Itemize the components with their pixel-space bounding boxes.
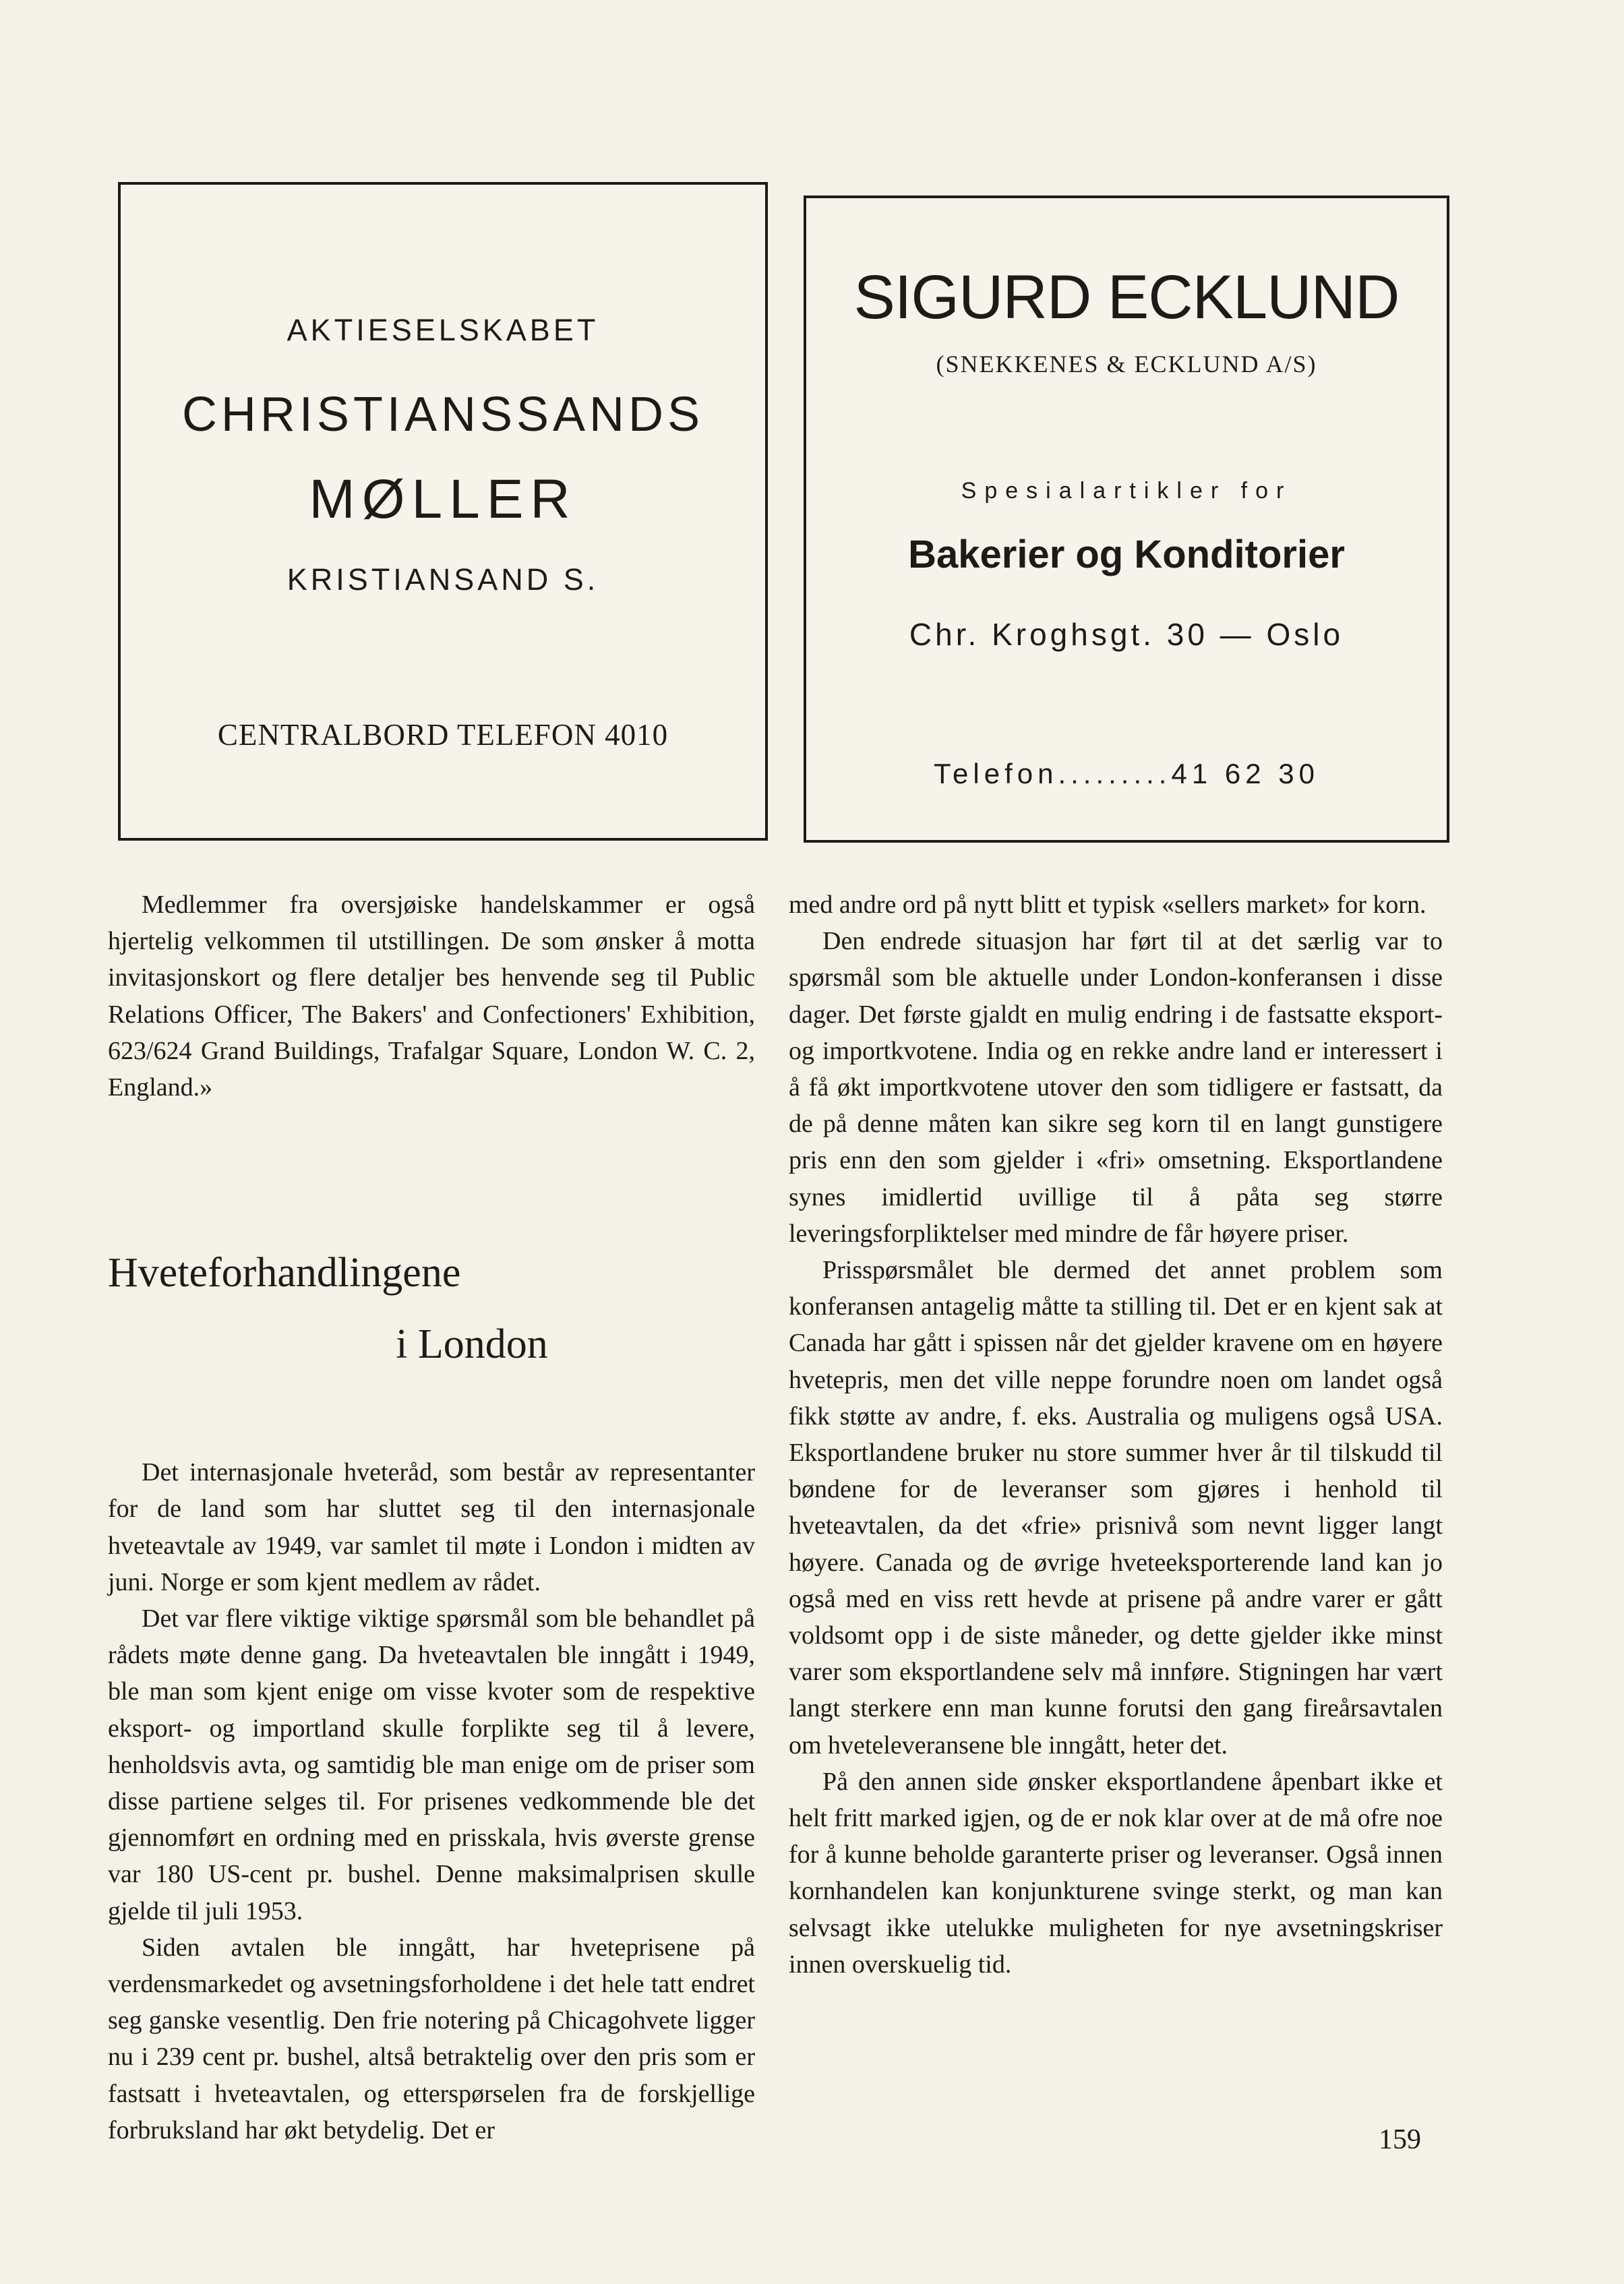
heading-line-2: i London	[396, 1321, 548, 1368]
ad-company-name-2: MØLLER	[309, 469, 577, 530]
page-number: 159	[1379, 2124, 1421, 2155]
paragraph: Prisspørsmålet ble dermed det annet problem som konferansen antagelig måtte ta stilling til. Det er en kjent sak at Canada har gått i spissen når det gjelder kravene om en høyere hvetepris, men det ville neppe forundre noen om landet også fikk støtte av andre, f. eks. Australia og muligens også USA. Eksportlandene bruker nu store summer hver år til tilskudd til bøndene for de leveranser som gjøres i henhold til hveteavtalen, da det «frie» prisnivå som nevnt ligger langt høyere. Canada og de øvrige hveteeksporterende land kan jo også med en viss rett hevde at prisene på andre varer er gått voldsomt opp i de siste måneder, og dette gjelder ikke minst varer som eksportlandene selv må innføre. Stigningen har vært langt sterkere enn man kunne forutsi den gang fireårsavtalen om hveteleveransene ble inngått, heter det.	[789, 1256, 1443, 1760]
ad-company-name: CHRISTIANSSANDS	[181, 388, 704, 442]
paragraph: Det var flere viktige viktige spørsmål som ble behandlet på rådets møte denne gang. Da hveteavtalen ble inngått i 1949, ble man som kjent enige om visse kvoter som de respektive eksport- og importland skulle forplikte seg til å levere, henholdsvis avta, og samtidig ble man enige om de priser som disse partiene selges til. For prisenes vedkommende ble det gjennomført en ordning med en prisskala, hvis øverste grense var 180 US-cent pr. bushel. Denne maksimalprisen skulle gjelde til juli 1953.	[108, 1604, 755, 1925]
ad-company-name: SIGURD ECKLUND	[853, 263, 1400, 332]
paragraph: Det internasjonale hveteråd, som består av representanter for de land som har sluttet seg til den internasjonale hveteavtale av 1949, var samlet til møte i London i midten av juni. Norge er som kjent medlem av rådet.	[108, 1458, 755, 1596]
paragraph: På den annen side ønsker eksportlandene åpenbart ikke et helt fritt marked igjen, og de er nok klar over at de må ofre noe for å kunne beholde garanterte priser og leveranser. Også innen kornhandelen kan konjunkturene svinge sterkt, og man kan selvsagt ikke utelukke muligheten for nye avsetningskriser innen overskuelig tid.	[789, 1767, 1443, 1979]
paragraph: Den endrede situasjon har ført til at det særlig var to spørsmål som ble aktuelle under London-konferansen i disse dager. Det første gjaldt en mulig endring i de fastsatte eksport- og importkvotene. India og en rekke andre land er interessert i å få økt importkvotene utover den som tidligere er fastsatt, da de på denne måten kan sikre seg korn til en langt gunstigere pris enn den som gjelder i «fri» omsetning. Eksportlandene synes imidlertid uvillige til å påta seg større leveringsforpliktelser med mindre de får høyere priser.	[789, 927, 1443, 1248]
paragraph: Medlemmer fra oversjøiske handelskammer er også hjertelig velkommen til utstillingen. De som ønsker å motta invitasjonskort og flere detaljer bes henvende seg til Public Relations Officer, The Bakers' and Confectioners' Exhibition, 623/624 Grand Buildings, Trafalgar Square, London W. C. 2, England.»	[108, 891, 755, 1102]
ad-company-type: AKTIESELSKABET	[287, 313, 599, 347]
article-column-right	[789, 886, 1443, 1983]
ad-address: Chr. Kroghsgt. 30 — Oslo	[909, 617, 1344, 652]
article-heading	[108, 1237, 755, 1380]
ad-telephone: CENTRALBORD TELEFON 4010	[217, 718, 669, 752]
ad-tagline: Spesialartikler for	[961, 478, 1292, 504]
ad-specialty: Bakerier og Konditorier	[908, 533, 1345, 576]
advertisement-christianssands-moller	[118, 182, 768, 841]
article-column-left	[108, 886, 755, 2148]
paragraph: Siden avtalen ble inngått, har hveteprisene på verdensmarkedet og avsetningsforholdene i det hele tatt endret seg ganske vesentlig. Den frie notering på Chicagohvete ligger nu i 239 cent pr. bushel, altså betraktelig over den pris som er fastsatt i hveteavtalen, og etterspørselen fra de forskjellige forbruksland har økt betydelig. Det er	[108, 1933, 755, 2144]
paragraph: med andre ord på nytt blitt et typisk «sellers market» for korn.	[789, 891, 1426, 919]
ad-location: KRISTIANSAND S.	[287, 562, 599, 597]
ad-phone: Telefon.........41 62 30	[934, 758, 1319, 789]
ad-company-subtitle: (SNEKKENES & ECKLUND A/S)	[936, 351, 1317, 378]
advertisement-sigurd-ecklund	[804, 196, 1449, 843]
heading-line-1: Hveteforhandlingene	[108, 1250, 461, 1296]
